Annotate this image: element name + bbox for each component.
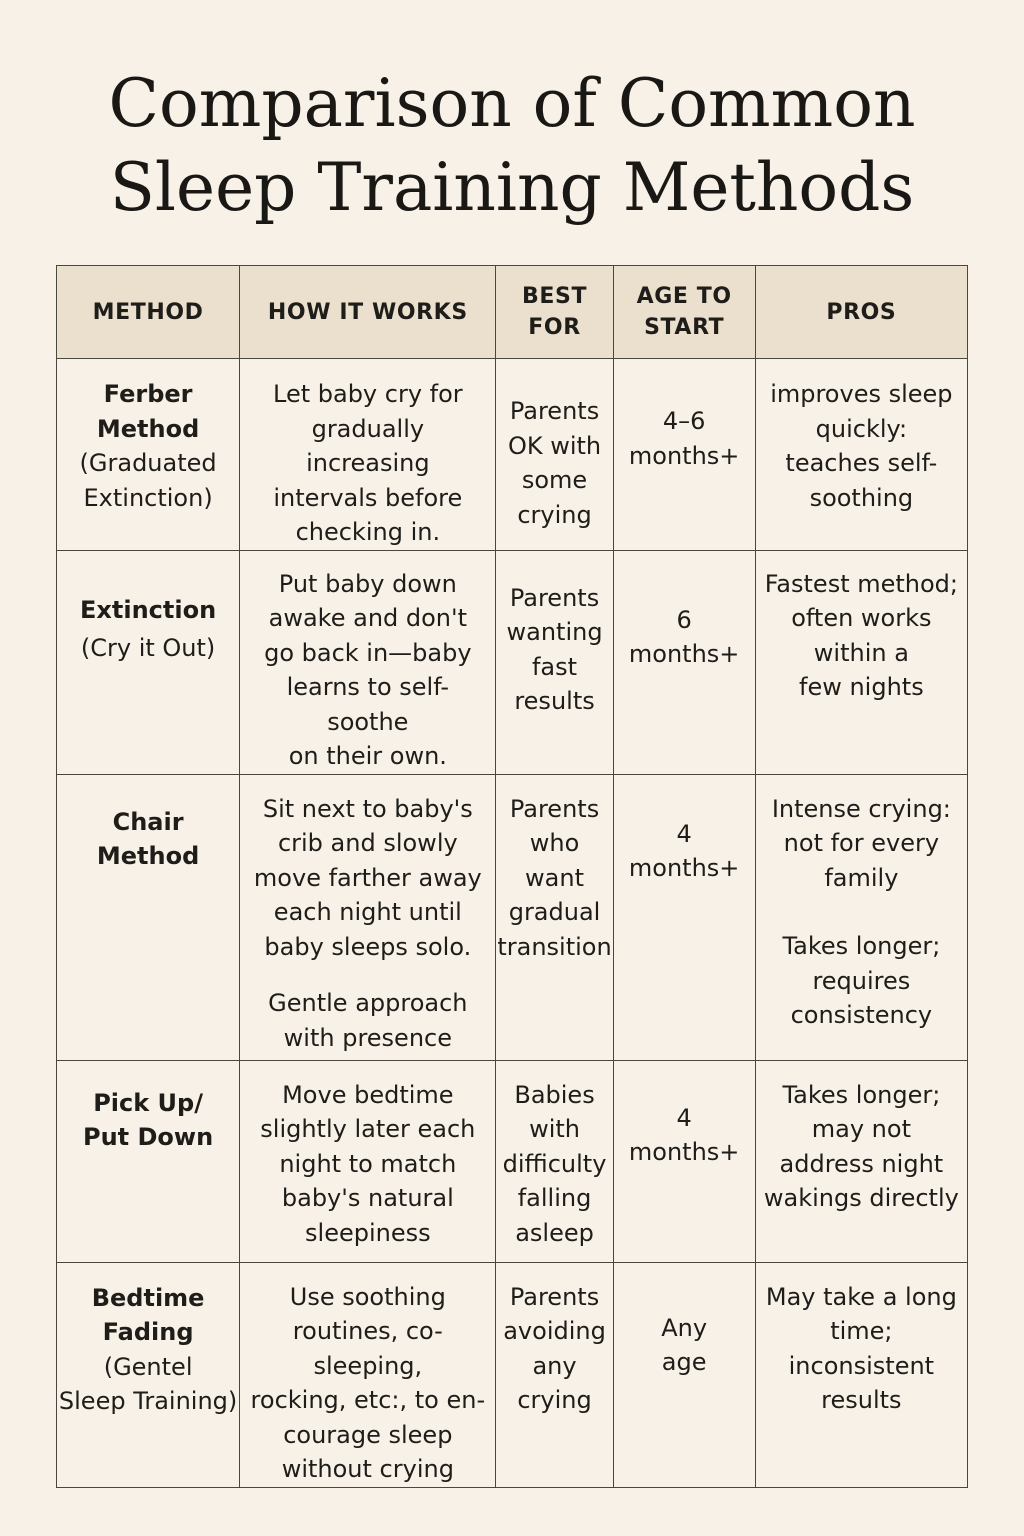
best-for-text: Parents OK with some crying <box>507 397 602 529</box>
method-name: Extinction <box>80 595 217 624</box>
table-row <box>57 550 968 774</box>
pros-cell <box>755 1262 967 1487</box>
pros-cell <box>755 774 967 1060</box>
age-cell <box>613 1060 755 1262</box>
how-it-works-cell <box>240 359 496 551</box>
table-row <box>57 774 968 1060</box>
method-cell <box>57 550 240 774</box>
method-cell <box>57 1060 240 1262</box>
method-name: Pick Up/ Put Down <box>83 1088 214 1151</box>
best-for-cell <box>496 1262 613 1487</box>
header-how-it-works: HOW IT WORKS <box>240 266 496 359</box>
age-text: 4–6 months+ <box>628 407 740 470</box>
table-row <box>57 1060 968 1262</box>
pros-text: Intense crying: not for every family <box>771 794 951 892</box>
age-text: 4 months+ <box>628 819 740 882</box>
header-row <box>57 266 968 359</box>
pros-cell <box>755 359 967 551</box>
how-it-works-cell <box>240 1262 496 1487</box>
method-subtitle: (Cry it Out) <box>80 634 216 662</box>
how-it-works-text: Let baby cry for gradually increasing intervals before checking in. <box>273 380 463 546</box>
header-best-for: BEST FOR <box>496 266 613 359</box>
comparison-table <box>56 265 968 1488</box>
how-it-works-text: Move bedtime slightly later each night to match baby's natural sleepiness <box>260 1080 476 1247</box>
how-it-works-cell <box>240 1060 496 1262</box>
method-cell <box>57 1262 240 1487</box>
how-it-works-note: Gentle approach with presence <box>268 989 468 1052</box>
how-it-works-text: Put baby down awake and don't go back in—baby learns to self-soothe on their own. <box>264 569 472 770</box>
age-text: 4 months+ <box>628 1103 740 1166</box>
pros-text: Takes longer; may not address night wakings directly <box>763 1080 959 1212</box>
method-subtitle: (Gentel Sleep Training) <box>58 1352 238 1415</box>
table-header <box>57 266 968 359</box>
age-cell <box>613 774 755 1060</box>
age-cell <box>613 359 755 551</box>
age-text: 6 months+ <box>628 605 740 668</box>
header-method: METHOD <box>57 266 240 359</box>
how-it-works-text: Sit next to baby's crib and slowly move farther away each night until baby sleeps solo. <box>253 794 482 961</box>
method-subtitle: (Graduated Extinction) <box>79 449 217 512</box>
table-body <box>57 359 968 1488</box>
header-age-to-start: AGE TO START <box>613 266 755 359</box>
best-for-text: Parents avoiding any crying <box>503 1282 606 1414</box>
age-cell <box>613 1262 755 1487</box>
best-for-cell <box>496 774 613 1060</box>
pros-note: Takes longer; requires consistency <box>782 932 941 1029</box>
header-pros: PROS <box>755 266 967 359</box>
pros-text: May take a long time; inconsistent results <box>765 1282 957 1414</box>
best-for-text: Parents who want gradual transition <box>497 794 612 961</box>
pros-text: improves sleep quickly: teaches self- soothing <box>770 380 953 512</box>
pros-cell <box>755 1060 967 1262</box>
best-for-cell <box>496 550 613 774</box>
how-it-works-cell <box>240 550 496 774</box>
method-cell <box>57 359 240 551</box>
age-cell <box>613 550 755 774</box>
age-text: Any age <box>661 1313 708 1376</box>
how-it-works-cell <box>240 774 496 1060</box>
pros-text: Fastest method; often works within a few nights <box>764 569 959 701</box>
best-for-text: Babies with difficulty falling asleep <box>502 1080 607 1247</box>
best-for-cell <box>496 359 613 551</box>
title-line-1: Comparison of Common <box>108 65 916 142</box>
best-for-text: Parents wanting fast results <box>506 583 603 715</box>
method-name: Chair Method <box>96 807 200 870</box>
page-title <box>0 62 1024 230</box>
how-it-works-text: Use soothing routines, co-sleeping, rocking, etc:, to en- courage sleep without crying <box>250 1282 486 1483</box>
best-for-cell <box>496 1060 613 1262</box>
title-line-2: Sleep Training Methods <box>109 149 915 226</box>
pros-cell <box>755 550 967 774</box>
method-name: Bedtime Fading <box>91 1283 205 1346</box>
method-cell <box>57 774 240 1060</box>
method-name: Ferber Method <box>96 380 200 443</box>
table-row <box>57 359 968 551</box>
table-row <box>57 1262 968 1487</box>
